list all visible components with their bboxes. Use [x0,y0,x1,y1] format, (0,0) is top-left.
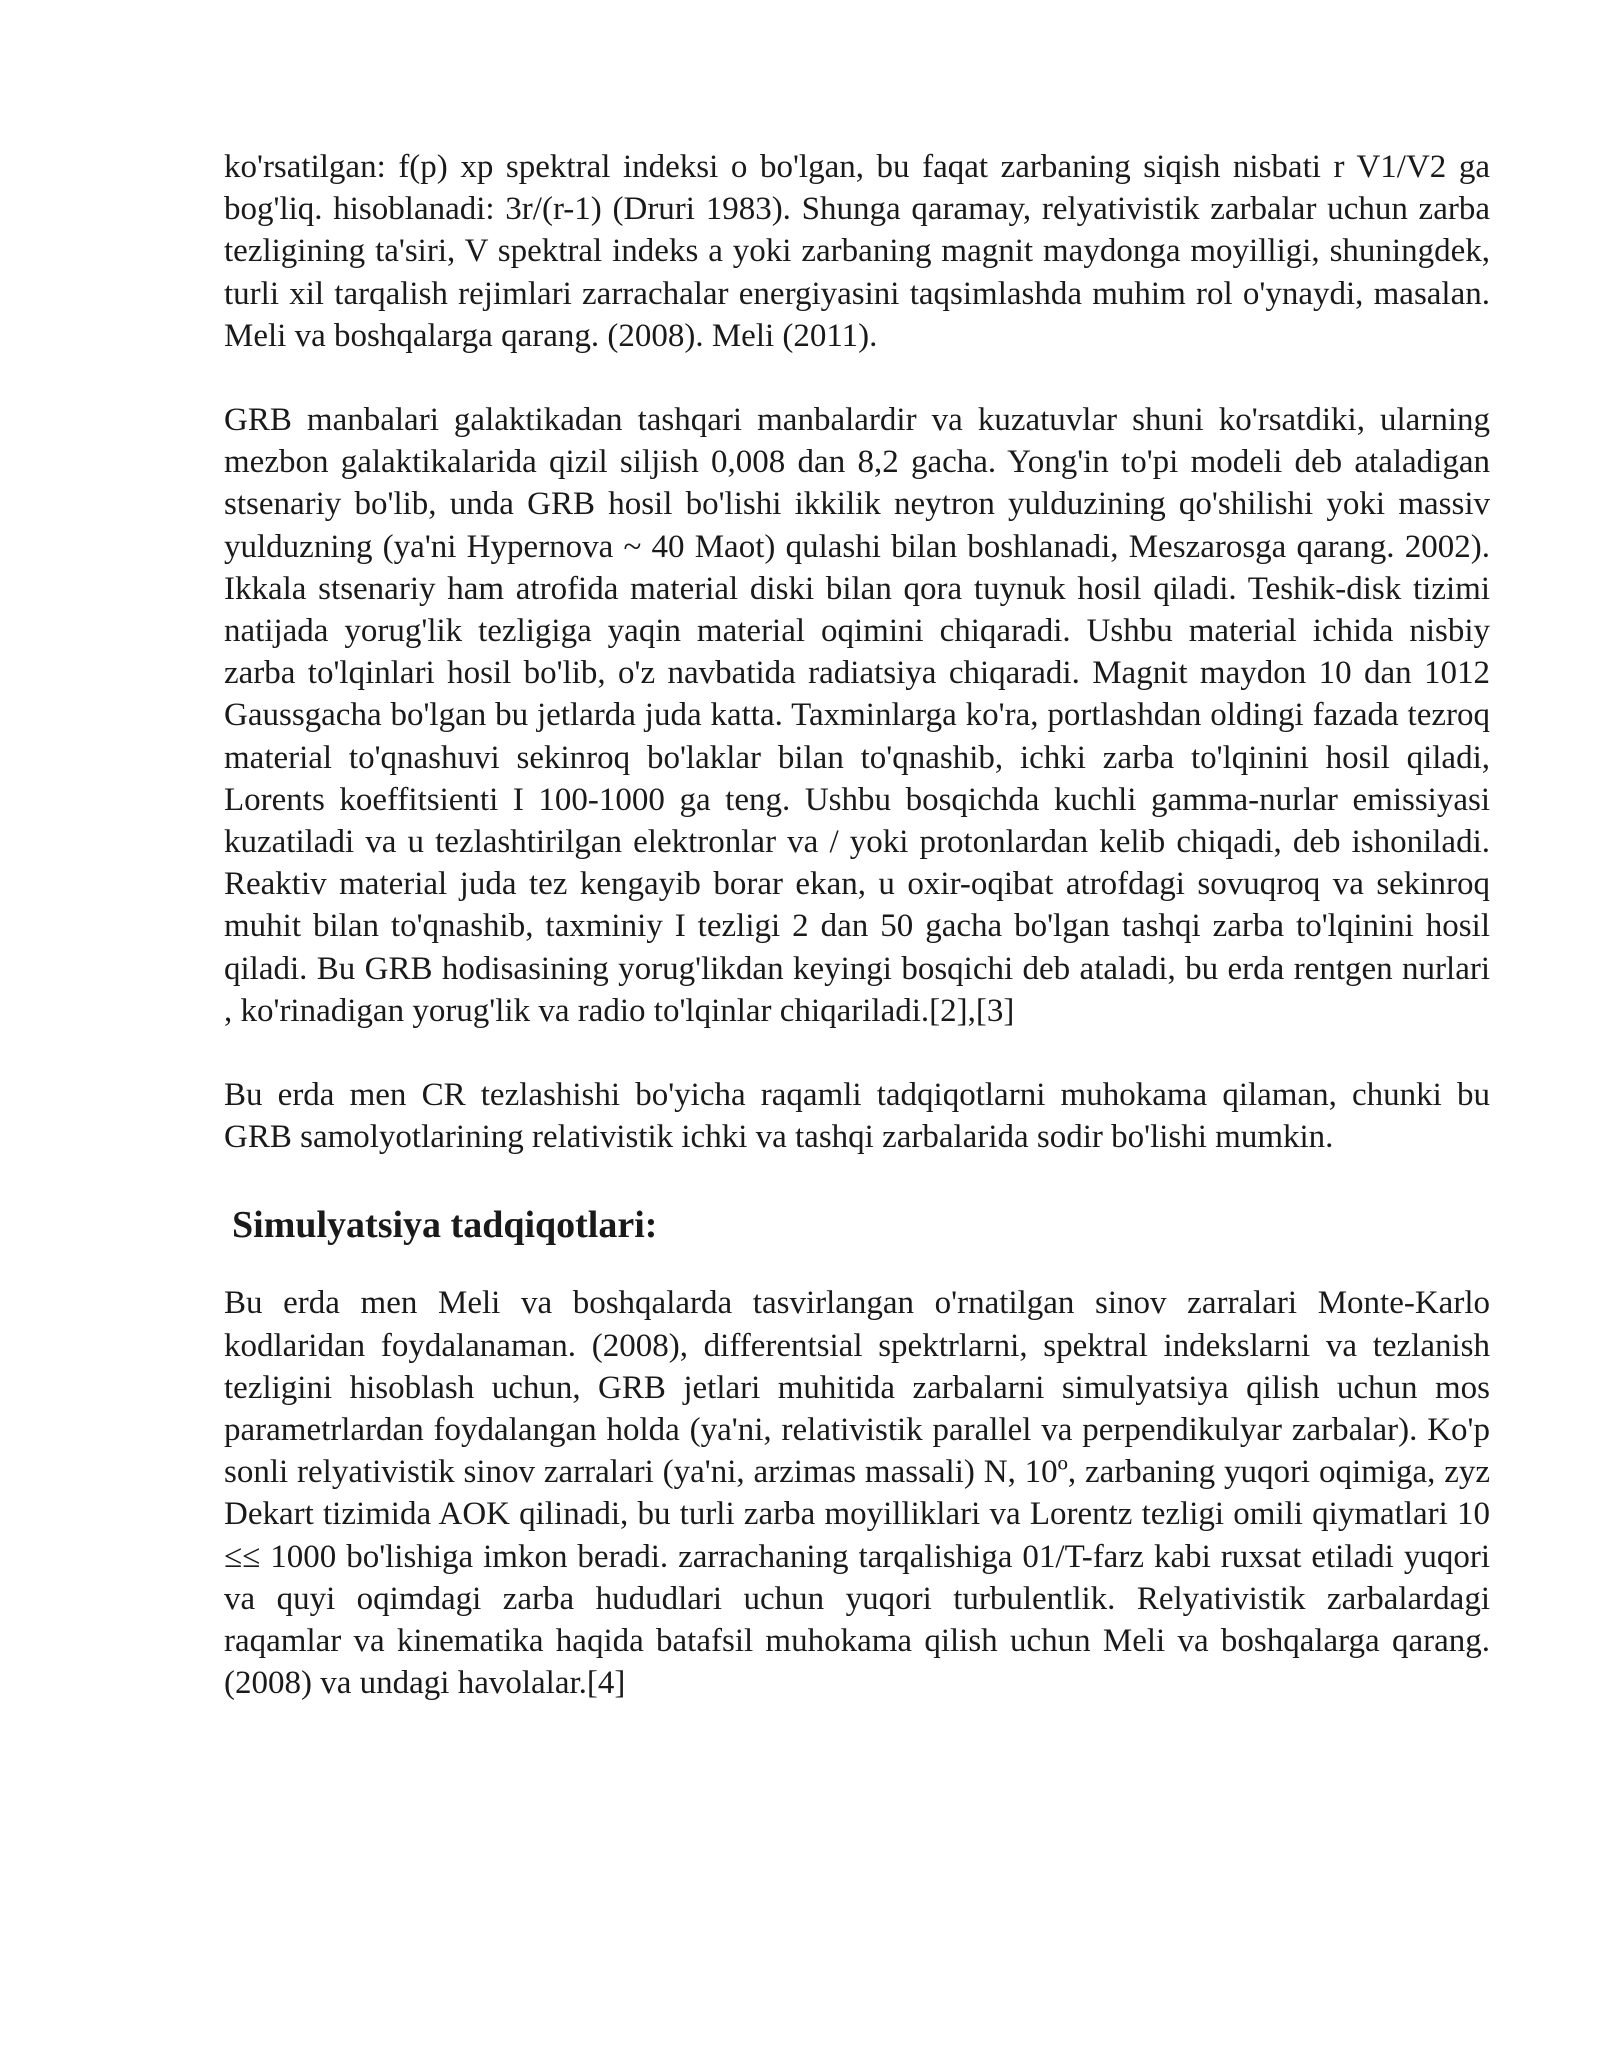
paragraph-grb-sources: GRB manbalari galaktikadan tashqari manbalardir va kuzatuvlar shuni ko'rsatdiki, ularning mezbon galaktikalarida qizil siljish 0,008 dan 8,2 gacha. Yong'in to'pi modeli deb ataladigan stsenariy bo'lib, unda GRB hosil bo'lishi ikkilik neytron yulduzining qo'shilishi yoki massiv yulduzning (ya'ni Hypernova ~ 40 Maot) qulashi bilan boshlanadi, Meszarosga qarang. 2002). Ikkala stsenariy ham atrofida material diski bilan qora tuynuk hosil qiladi. Teshik-disk tizimi natijada yorug'lik tezligiga yaqin material oqimini chiqaradi. Ushbu material ichida nisbiy zarba to'lqinlari hosil bo'lib, o'z navbatida radiatsiya chiqaradi. Magnit maydon 10 dan 1012 Gaussgacha bo'lgan bu jetlarda juda katta. Taxminlarga ko'ra, portlashdan oldingi fazada tezroq material to'qnashuvi sekinroq bo'laklar bilan to'qnashib, ichki zarba to'lqinini hosil qiladi, Lorents koeffitsienti I 100-1000 ga teng. Ushbu bosqichda kuchli gamma-nurlar emissiyasi kuzatiladi va u tezlashtirilgan elektronlar va / yoki protonlardan kelib chiqadi, deb ishoniladi. Reaktiv material juda tez kengayib borar ekan, u oxir-oqibat atrofdagi sovuqroq va sekinroq muhit bilan to'qnashib, taxminiy I tezligi 2 dan 50 gacha bo'lgan tashqi zarba to'lqinini hosil qiladi. Bu GRB hodisasining yorug'likdan keyingi bosqichi deb ataladi, bu erda rentgen nurlari , ko'rinadigan yorug'lik va radio to'lqinlar chiqariladi.[2],[3] [224,402,1490,1029]
paragraph-simulation: Bu erda men Meli va boshqalarda tasvirlangan o'rnatilgan sinov zarralari Monte-Karlo kodlaridan foydalanaman. (2008), differentsial spektrlarni, spektral indekslarni va tezlanish tezligini hisoblash uchun, GRB jetlari muhitida zarbalarni simulyatsiya qilish uchun mos parametrlardan foydalangan holda (ya'ni, relativistik parallel va perpendikulyar zarbalar). Ko'p sonli relyativistik sinov zarralari (ya'ni, arzimas massali) N, 10º, zarbaning yuqori oqimiga, zyz Dekart tizimida AOK qilinadi, bu turli zarba moyilliklari va Lorentz tezligi omili qiymatlari 10 ≤≤ 1000 bo'lishiga imkon beradi. zarrachaning tarqalishiga 01/T-farz kabi ruxsat etiladi yuqori va quyi oqimdagi zarba hududlari uchun yuqori turbulentlik. Relyativistik zarbalardagi raqamlar va kinematika haqida batafsil muhokama qilish uchun Meli va boshqalarga qarang. (2008) va undagi havolalar.[4] [224,1285,1490,1702]
paragraph-cr-acceleration: Bu erda men CR tezlashishi bo'yicha raqamli tadqiqotlarni muhokama qilaman, chunki bu GRB samolyotlarining relativistik ichki va tashqi zarbalarida sodir bo'lishi mumkin. [224,1077,1490,1156]
paragraph-spectral-index: ko'rsatilgan: f(p) xp spektral indeksi o bo'lgan, bu faqat zarbaning siqish nisbati r V1/V2 ga bog'liq. hisoblanadi: 3r/(r-1) (Druri 1983). Shunga qaramay, relyativistik zarbalar uchun zarba tezligining ta'siri, V spektral indeks a yoki zarbaning magnit maydonga moyilligi, shuningdek, turli xil tarqalish rejimlari zarrachalar energiyasini taqsimlashda muhim rol o'ynaydi, masalan. Meli va boshqalarga qarang. (2008). Meli (2011). [224,149,1490,354]
section-heading: Simulyatsiya tadqiqotlari: [232,1204,658,1247]
document-page [224,146,1490,1705]
